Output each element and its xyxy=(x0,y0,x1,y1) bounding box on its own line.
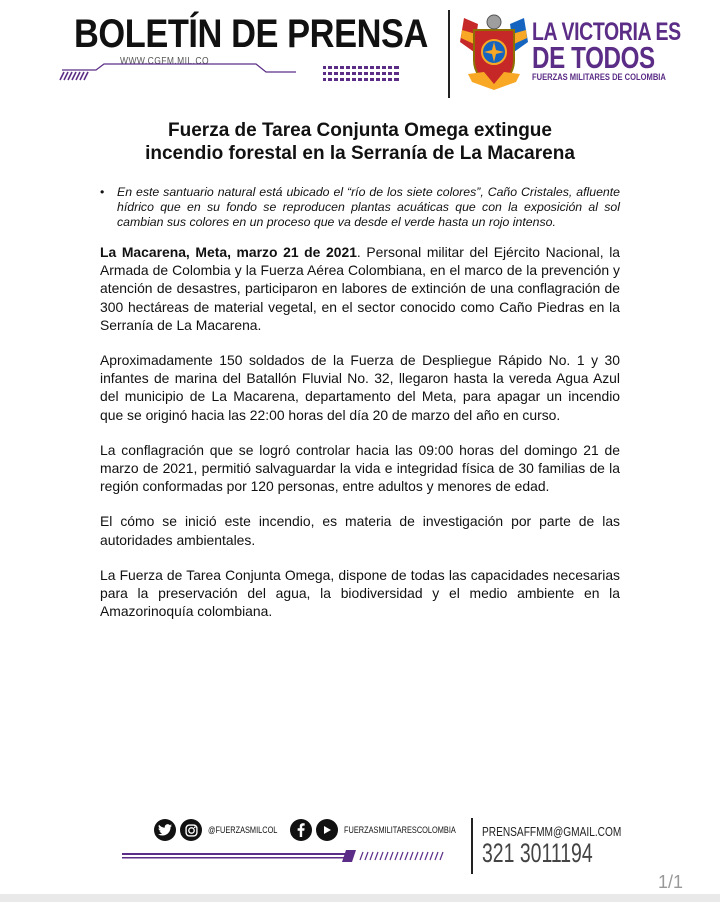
header-divider xyxy=(448,10,450,98)
paragraph-5: La Fuerza de Tarea Conjunta Omega, dispone de todas las capacidades necesarias para la preservación del agua, la biodiversidad y el medio ambiente en la Amazorinoquía colombiana. xyxy=(100,566,620,620)
contact-email[interactable]: PRENSAFFMM@GMAIL.COM xyxy=(482,824,622,839)
paragraph-1-text: . Personal militar del Ejército Nacional, la Armada de Colombia y la Fuerza Aérea Colombiana, en el marco de la prevención y atención de desastres, participaron en labores de extinción de una conflagración de 300 hectáreas de material vegetal, en el sector conocido como Caño Piedras en la Serranía de La Macarena. xyxy=(100,244,620,333)
twitter-icon[interactable] xyxy=(154,819,176,841)
bullet-text: En este santuario natural está ubicado el “río de los siete colores”, Caño Cristales, afluente hídrico que en su fondo se reproducen plantas acuáticas que con la exposición al sol cambian sus colores en un proceso que va desde el verde hasta un rojo intenso. xyxy=(117,185,620,229)
paragraph-1 xyxy=(100,243,620,334)
slogan-line-2: DE TODOS xyxy=(532,40,655,75)
summary-bullet xyxy=(100,185,620,230)
handle-fuerzasmilcol[interactable]: @FUERZASMILCOL xyxy=(208,825,278,835)
youtube-icon[interactable] xyxy=(316,819,338,841)
slogan-line-3: FUERZAS MILITARES DE COLOMBIA xyxy=(532,72,666,82)
article-body xyxy=(100,243,620,637)
paragraph-3: La conflagración que se logró controlar hacia las 09:00 horas del domingo 21 de marzo de 2021, permitió salvaguardar la vida e integridad física de 30 familias de la región conformadas por 120 personas, entre adultos y menores de edad. xyxy=(100,441,620,495)
dateline: La Macarena, Meta, marzo 21 de 2021 xyxy=(100,244,357,260)
social-group-2 xyxy=(290,819,480,841)
paragraph-2: Aproximadamente 150 soldados de la Fuerza de Despliegue Rápido No. 1 y 30 infantes de marina del Batallón Fluvial No. 32, llegaron hasta la vereda Agua Azul del municipio de La Macarena, departamento del Meta, para apagar un incendio que se originó hacia las 22:00 horas del día 20 de marzo del año en curso. xyxy=(100,352,620,423)
facebook-icon[interactable] xyxy=(290,819,312,841)
handle-fuerzasmilitarescolombia[interactable]: FUERZASMILITARESCOLOMBIA xyxy=(344,825,456,835)
headline-line-2: incendio forestal en la Serranía de La Macarena xyxy=(145,143,575,164)
social-group-1 xyxy=(154,819,293,841)
slogan-line-1: LA VICTORIA ES xyxy=(532,18,681,46)
headline xyxy=(100,119,620,165)
website-url: WWW.CGFM.MIL.CO xyxy=(120,56,210,67)
contact-phone: 321 3011194 xyxy=(482,838,593,868)
headline-line-1: Fuerza de Tarea Conjunta Omega extingue xyxy=(168,120,552,141)
footer-divider xyxy=(471,818,473,874)
military-crest-icon xyxy=(458,12,530,92)
paragraph-4: El cómo se inició este incendio, es materia de investigación por parte de las autoridades ambientales. xyxy=(100,513,620,548)
instagram-icon[interactable] xyxy=(180,819,202,841)
page-indicator: 1/1 xyxy=(658,872,684,892)
header-decoration xyxy=(56,62,416,92)
viewer-bottom-bar xyxy=(0,894,720,902)
bullet-marker: • xyxy=(100,185,105,199)
footer-decoration xyxy=(120,848,460,864)
bulletin-title: BOLETÍN DE PRENSA xyxy=(74,12,428,56)
